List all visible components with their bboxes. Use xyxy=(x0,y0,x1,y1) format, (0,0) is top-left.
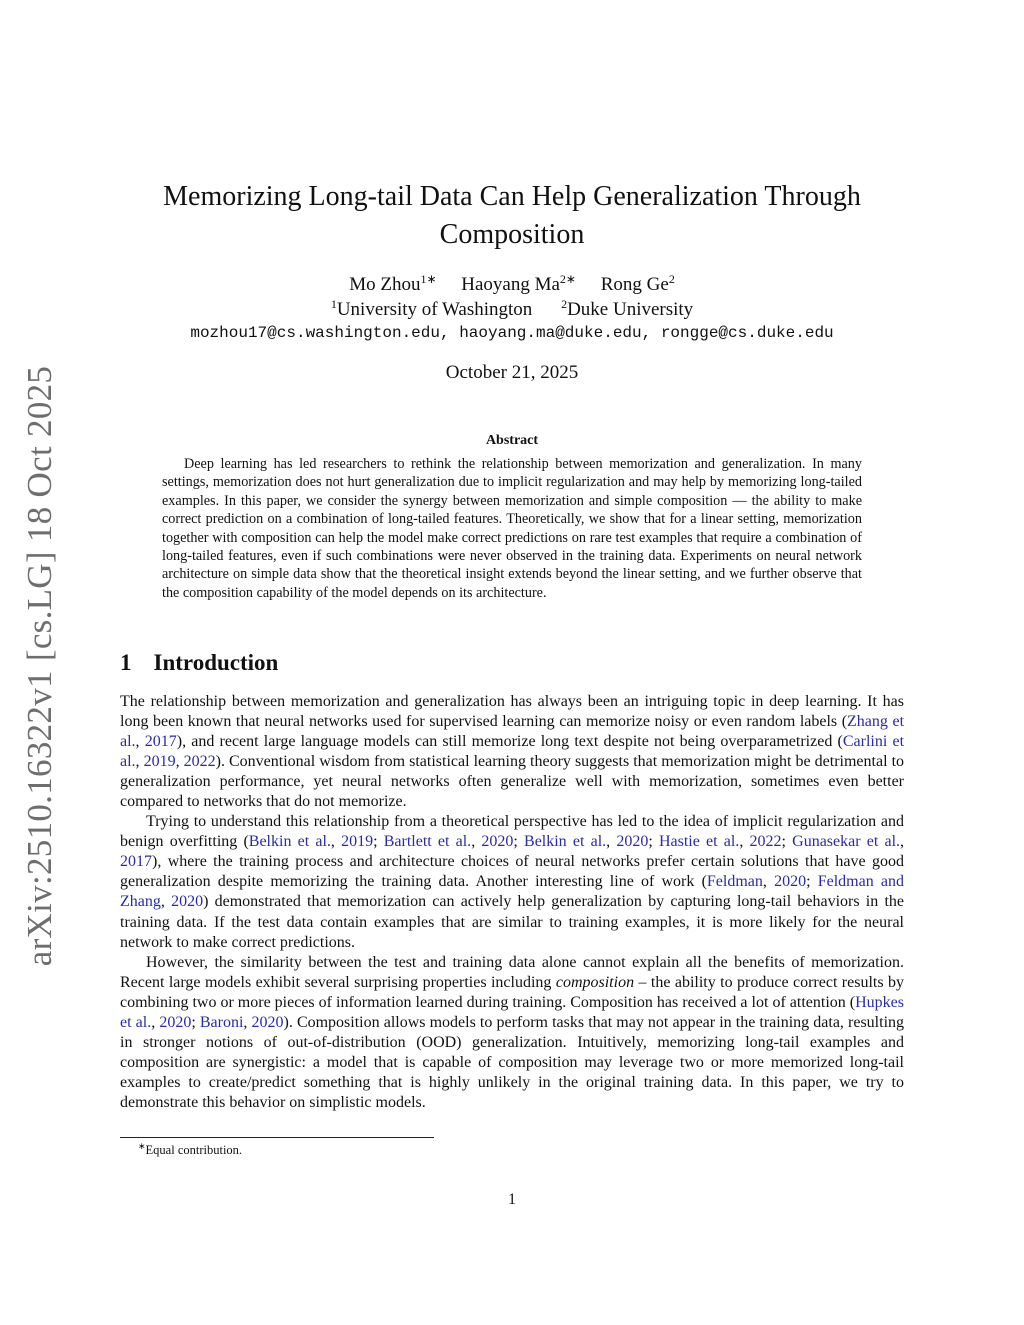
paragraph-text: , xyxy=(135,733,145,751)
paragraph-text: ; xyxy=(513,833,525,851)
affiliation-mark: 2 xyxy=(561,297,568,311)
paragraph-text: The relationship between memorization and generalization has always been an intriguing topic in deep learning. It has long been known that neural networks used for supervised learning can memorize noisy or even random labels ( xyxy=(120,693,904,731)
citation-link[interactable]: Hupkes et al. xyxy=(120,993,904,1031)
arxiv-identifier-stamp xyxy=(18,365,62,967)
affiliation-name: University of Washington xyxy=(336,299,533,320)
citation-link[interactable]: 2017 xyxy=(144,733,177,751)
author-mark: 2 xyxy=(668,272,675,286)
author-name: Rong Ge xyxy=(600,274,669,295)
footnote xyxy=(138,1142,242,1158)
paragraph-text: , xyxy=(135,753,144,771)
citation-link[interactable]: Hastie et al. xyxy=(658,833,740,851)
citation-link[interactable]: Zhang et al. xyxy=(120,713,905,751)
citation-link[interactable]: 2020 xyxy=(481,833,514,851)
citation-link[interactable]: 2020 xyxy=(616,833,649,851)
paragraph-text: ), and recent large language models can still memorize long text despite not being overparametrized ( xyxy=(176,733,843,751)
author-name: Haoyang Ma xyxy=(461,274,560,295)
author-list xyxy=(110,273,914,297)
citation-link[interactable]: Carlini et al. xyxy=(120,733,905,771)
citation-link[interactable]: 2019 xyxy=(143,753,176,771)
citation-link[interactable]: Belkin et al. xyxy=(248,833,331,851)
citation-link[interactable]: 2022 xyxy=(749,833,782,851)
body-paragraph xyxy=(120,953,904,1113)
paragraph-text: However, the similarity between the test and training data alone cannot explain all the benefits of memorization. Recent large models exhibit several surprising properties including xyxy=(120,953,904,991)
author-emails: mozhou17@cs.washington.edu, haoyang.ma@duke.edu, rongge@cs.duke.edu xyxy=(190,324,834,342)
paragraph-text: ). Conventional wisdom from statistical learning theory suggests that memorization might be detrimental to generalization performance, yet neural networks often generalize well with memorization, sometimes even better compared to networks that do not memorize. xyxy=(120,753,905,811)
section-number: 1 xyxy=(120,650,132,675)
paragraph-text: ) demonstrated that memorization can actively help generalization by capturing long-tail behaviors in the training data. If the test data contain examples that are similar to training examples, it is more likely for the neural network to make correct predictions. xyxy=(120,893,905,951)
paragraph-text: , xyxy=(160,893,172,911)
body-paragraph xyxy=(120,692,904,812)
author xyxy=(461,274,576,295)
page-number: 1 xyxy=(508,1191,516,1208)
abstract-text: Deep learning has led researchers to rethink the relationship between memorization and generalization. In many settings, memorization does not hurt generalization due to implicit regularization and may help by memorizing long-tailed examples. In this paper, we consider the synergy between memorization and simple composition — the ability to make correct prediction on a combination of long-tailed features. Theoretically, we show that for a linear setting, memorization together with composition can help the model make correct predictions on rare test examples that require a combination of long-tailed features, even if such combinations were never observed in the training data. Experiments on neural network architecture on simple data show that the theoretical insight extends beyond the linear setting, and we further observe that the composition capability of the model depends on its architecture. xyxy=(162,456,862,601)
paper-title: Memorizing Long-tail Data Can Help Generalization Through Composition xyxy=(163,181,861,250)
citation-link[interactable]: Feldman and Zhang xyxy=(120,873,904,911)
paragraph-text: ; xyxy=(781,833,793,851)
paragraph-text: , xyxy=(243,1013,252,1031)
paragraph-text: ; xyxy=(648,833,659,851)
author-name: Mo Zhou xyxy=(349,274,421,295)
citation-link[interactable]: 2020 xyxy=(171,893,204,911)
citation-link[interactable]: 2020 xyxy=(251,1013,284,1031)
paragraph-text: , xyxy=(151,1013,160,1031)
citation-link[interactable]: Bartlett et al. xyxy=(383,833,472,851)
paragraph-text: – the ability to produce correct results by combining two or more pieces of information learned during training. Composition has received a lot of attention ( xyxy=(120,973,904,1011)
paragraph-text: ). Composition allows models to perform tasks that may not appear in the training data, resulting in stronger notions of out-of-distribution (OOD) generalization. Intuitively, memorizing long-tail examples and composition are synergistic: a model that is capable of composition may leverage two or more memorized long-tail examples to create/predict something that is highly unlikely in the original training data. In this paper, we try to demonstrate this behavior on simplistic models. xyxy=(120,1013,905,1111)
paragraph-text: , xyxy=(900,833,905,851)
affiliation-list xyxy=(110,298,914,322)
paragraph-text: , xyxy=(606,833,617,851)
citation-link[interactable]: 2022 xyxy=(183,753,216,771)
citation-link[interactable]: 2020 xyxy=(159,1013,192,1031)
affiliation-name: Duke University xyxy=(567,299,694,320)
affiliation xyxy=(331,299,533,320)
author-mark: 2∗ xyxy=(559,272,576,286)
affiliation-mark: 1 xyxy=(330,297,337,311)
citation-link[interactable]: Feldman xyxy=(706,873,763,891)
author xyxy=(601,274,675,295)
citation-link[interactable]: Gunasekar et al. xyxy=(792,833,901,851)
paragraph-text: Trying to understand this relationship from a theoretical perspective has led to the idea of implicit regularization and benign overfitting ( xyxy=(120,813,904,851)
paragraph-text: , xyxy=(762,873,775,891)
paragraph-text: ), where the training process and architecture choices of neural networks prefer certain solutions that have good generalization despite memorizing the training data. Another interesting line of work ( xyxy=(120,853,904,891)
paragraph-text: , xyxy=(739,833,750,851)
paragraph-text: ; xyxy=(373,833,384,851)
citation-link[interactable]: 2017 xyxy=(120,853,152,871)
citation-link[interactable]: 2020 xyxy=(774,873,807,891)
paragraph-text: , xyxy=(175,753,184,771)
footnote-divider xyxy=(120,1137,434,1138)
section-title: Introduction xyxy=(153,650,279,675)
paragraph-text: , xyxy=(330,833,342,851)
emphasized-text: composition xyxy=(555,973,635,991)
arxiv-identifier-text: arXiv:2510.16322v1 [cs.LG] 18 Oct 2025 xyxy=(20,365,60,967)
section-heading xyxy=(120,649,278,677)
affiliation xyxy=(561,299,693,320)
body-paragraph xyxy=(120,812,904,952)
citation-link[interactable]: Baroni xyxy=(199,1013,244,1031)
citation-link[interactable]: Belkin et al. xyxy=(524,833,607,851)
paragraph-text: , xyxy=(471,833,482,851)
author-mark: 1∗ xyxy=(420,272,437,286)
paragraph-text: ; xyxy=(806,873,818,891)
paragraph-text: ; xyxy=(191,1013,200,1031)
author xyxy=(349,274,436,295)
footnote-mark: ∗ xyxy=(138,1141,146,1151)
footnote-text: Equal contribution. xyxy=(145,1143,243,1157)
abstract-heading: Abstract xyxy=(485,433,539,448)
publication-date: October 21, 2025 xyxy=(445,362,579,383)
citation-link[interactable]: 2019 xyxy=(341,833,374,851)
introduction-body xyxy=(120,692,904,1113)
